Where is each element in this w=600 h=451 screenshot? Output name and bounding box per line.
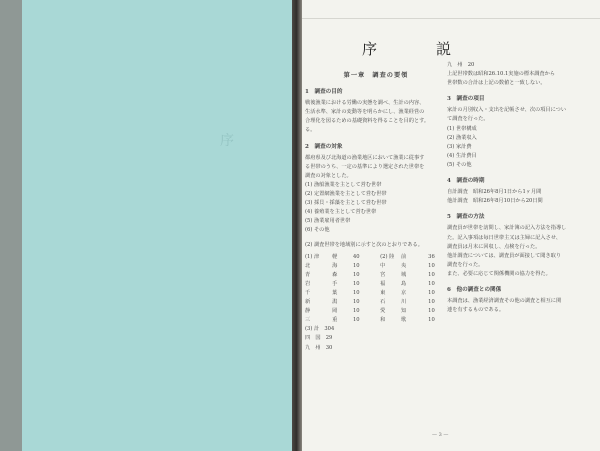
s2-line: (2) 定置網漁業を主として営む世帯 <box>305 191 387 198</box>
table-cell: 川 <box>401 299 407 306</box>
table-cell: 千 <box>305 289 311 296</box>
s2-line: (6) その他 <box>305 227 330 234</box>
table-cell: 静 <box>305 308 311 315</box>
table-cell: 10 <box>428 262 435 269</box>
table-cell: 10 <box>428 280 435 287</box>
table-row <box>305 253 447 262</box>
right-top-line: 上記世帯数は昭和26.10.1実施の標本調査から <box>447 71 555 78</box>
table-row <box>305 271 447 280</box>
page-header-line <box>302 18 600 19</box>
section-heading-1: 1 調査の目的 <box>305 89 343 96</box>
table-cell: 央 <box>401 262 407 269</box>
s5-line: また、必要に応じて関係機関の協力を得た。 <box>447 270 551 277</box>
left-page-edge <box>0 0 22 451</box>
s6-line: 連を有するものである。 <box>447 307 505 314</box>
section-heading-3: 3 調査の項目 <box>447 96 485 103</box>
table-cell: 10 <box>353 280 360 287</box>
table-cell: 重 <box>332 317 338 324</box>
table-cell: 10 <box>428 299 435 306</box>
s5-line: 他計調査については、調査員が面接して聞き取り <box>447 252 562 259</box>
table-cell: 城 <box>401 271 407 278</box>
s5-line: 調査員が世帯を訪問し、家計簿の記入方法を指導し <box>447 225 567 232</box>
s2-line: (4) 養殖業を主として営む世帯 <box>305 209 377 216</box>
table-cell: 三 <box>305 317 311 324</box>
table-cell: 10 <box>353 308 360 315</box>
s2-line: (1) 漁船漁業を主として営む世帯 <box>305 181 382 188</box>
s2-line: 都府県及び北海道の漁業地区において漁業に従事す <box>305 154 425 161</box>
table-cell: 中 <box>380 262 386 269</box>
table-cell: 島 <box>401 280 407 287</box>
table-tail: 四 国 29 <box>305 335 333 342</box>
s3-line: (2) 漁業収入 <box>447 134 477 141</box>
right-top-line: 世帯数の合計は上記の数値と一致しない。 <box>447 80 546 87</box>
s2-line: 調査の対象とした。 <box>305 172 352 179</box>
s5-line: 調査を行った。 <box>447 261 484 268</box>
right-top-notes <box>447 61 589 88</box>
table-row <box>305 307 447 316</box>
page-number: — 3 — <box>432 432 449 438</box>
right-text-column <box>447 62 589 315</box>
page-title: 序 説 <box>362 40 474 58</box>
table-cell: 石 <box>380 299 386 306</box>
section-heading-2: 2 調査の対象 <box>305 143 343 150</box>
table-cell: 10 <box>353 271 360 278</box>
s2-line: る世帯のうち、一定の基準により選定された世帯を <box>305 163 425 170</box>
table-cell: 海 <box>332 262 338 269</box>
s4-line: 他計調査 昭和26年8月10日から20日間 <box>447 198 543 205</box>
table-cell: 歌 <box>401 317 407 324</box>
table-cell: 40 <box>353 253 360 260</box>
table-cell: (2) 陸 <box>380 253 395 260</box>
chapter-heading: 第一章 調査の要領 <box>343 72 409 79</box>
book-gutter <box>292 0 302 451</box>
table-cell: (1) 津 <box>305 253 320 260</box>
left-page <box>0 0 292 451</box>
table-cell: 10 <box>428 271 435 278</box>
s4-line: 自計調査 昭和26年8月1日から1ヶ月間 <box>447 189 542 196</box>
s3-line: (5) その他 <box>447 161 472 168</box>
table-cell: 宮 <box>380 271 386 278</box>
section-heading-4: 4 調査の時期 <box>447 178 485 185</box>
table-cell: 前 <box>401 253 407 260</box>
table-row <box>305 289 447 298</box>
s3-line: (4) 生計費目 <box>447 152 477 159</box>
s6-line: 本調査は、漁業経済調査その他の調査と相互に関 <box>447 298 562 305</box>
s3-line: 家計の月別収入・支出を記帳させ、次の項目につい <box>447 107 567 114</box>
table-cell: 10 <box>428 308 435 315</box>
table-intro: (2) 調査世帯を地域別に示すと次のとおりである。 <box>305 241 423 248</box>
s3-line: (3) 家計費 <box>447 143 472 150</box>
table-cell: 36 <box>428 253 435 260</box>
table-row <box>305 262 447 271</box>
section-heading-5: 5 調査の方法 <box>447 214 485 221</box>
table-cell: 軽 <box>332 253 338 260</box>
table-cell: 手 <box>332 280 338 287</box>
s5-line: た。記入事項は毎日世帯主又は主婦に記入させ、 <box>447 234 561 241</box>
table-tail: 九 州 30 <box>305 344 333 351</box>
s2-line: (3) 採貝・採藻を主として営む世帯 <box>305 200 387 207</box>
table-cell: 岡 <box>332 308 338 315</box>
s1-line: 戦後漁業における労働の実態を調べ、生計の内容、 <box>305 100 425 107</box>
table-tail: (3) 計 304 <box>305 326 335 333</box>
table-cell: 10 <box>353 289 360 296</box>
right-top-line: 九 州 20 <box>447 62 475 68</box>
table-cell: 森 <box>332 271 338 278</box>
table-cell: 和 <box>380 317 386 324</box>
table-cell: 京 <box>401 289 407 296</box>
table-cell: 新 <box>305 299 311 306</box>
table-cell: 岩 <box>305 280 311 287</box>
table-cell: 福 <box>380 280 386 287</box>
s3-line: て調査を行った。 <box>447 116 489 123</box>
table-row <box>305 316 447 325</box>
s1-line: 生活水準、家計の変動等を明らかにし、漁業経営の <box>305 109 425 116</box>
region-table <box>305 253 447 326</box>
ghost-title: 序 <box>220 133 234 149</box>
s1-line: 合理化を図るための基礎資料を得ることを目的とす。 <box>305 118 430 125</box>
table-cell: 青 <box>305 271 311 278</box>
s1-line: る。 <box>305 127 316 134</box>
table-cell: 東 <box>380 289 386 296</box>
s3-line: (1) 世帯構成 <box>447 125 477 132</box>
table-cell: 葉 <box>332 289 338 296</box>
left-text-column <box>305 71 447 353</box>
table-row <box>305 280 447 289</box>
table-cell: 潟 <box>332 299 338 306</box>
table-cell: 知 <box>401 308 407 315</box>
s2-line: (5) 漁業雇用者世帯 <box>305 218 351 225</box>
table-cell: 10 <box>428 289 435 296</box>
table-cell: 10 <box>428 317 435 324</box>
table-cell: 愛 <box>380 308 386 315</box>
table-cell: 北 <box>305 262 311 269</box>
section-heading-6: 6 他の調査との関係 <box>447 286 502 293</box>
s5-line: 調査員は月末に回収し、点検を行った。 <box>447 243 541 250</box>
table-cell: 10 <box>353 317 360 324</box>
table-cell: 10 <box>353 262 360 269</box>
table-row <box>305 298 447 307</box>
table-cell: 10 <box>353 299 360 306</box>
